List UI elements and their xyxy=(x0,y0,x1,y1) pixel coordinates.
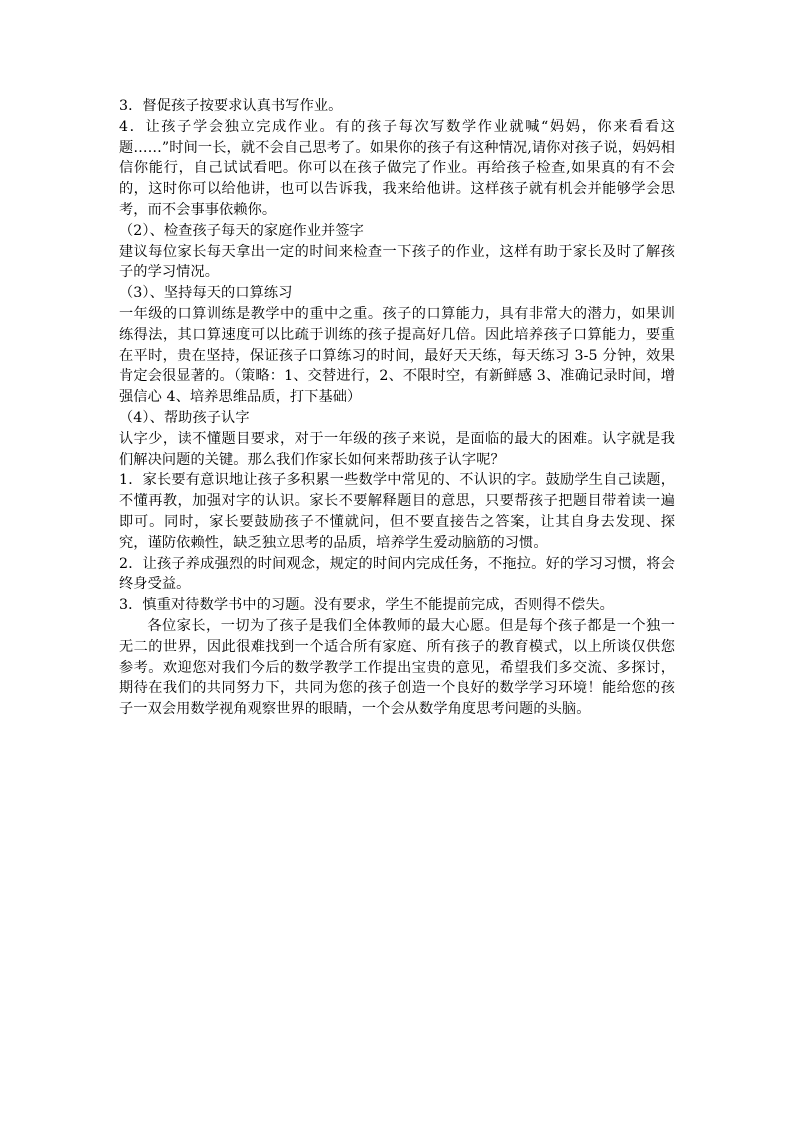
section-heading-check-homework: （2）、检查孩子每天的家庭作业并签字 xyxy=(119,222,364,239)
paragraph-item-4-independent: 4．让孩子学会独立完成作业。有的孩子每次写数学作业就喊“妈妈，你来看看这题……”时间一长，就不会自己思考了。如果你的孩子有这种情况,请你对孩子说，妈妈相信你能行，自己试试看吧。你可以在孩子做完了作业。再给孩子检查,如果真的有不会的，这时你可以给他讲，也可以告诉我，我来给他讲。这样孩子就有机会并能够学会思考，而不会事事依赖你。 xyxy=(119,118,675,218)
section-heading-mental-math: （3）、坚持每天的口算练习 xyxy=(119,285,293,302)
paragraph-check-homework: 建议每位家长每天拿出一定的时间来检查一下孩子的作业，这样有助于家长及时了解孩子的学习情况。 xyxy=(119,243,675,281)
paragraph-item-2-time: 2．让孩子养成强烈的时间观念，规定的时间内完成任务，不拖拉。好的学习习惯，将会终身受益。 xyxy=(119,555,675,593)
paragraph-item-3-supervise: 3．督促孩子按要求认真书写作业。 xyxy=(119,98,343,114)
paragraph-mental-math: 一年级的口算训练是教学中的重中之重。孩子的口算能力，具有非常大的潜力，如果训练得法，其口算速度可以比疏于训练的孩子提高好几倍。因此培养孩子口算能力，要重在平时，贵在坚持，保证孩子口算练习的时间，最好天天练，每天练习 3-5 分钟，效果肯定会很显著的。（策略：1、交替进行，2、不限时空，有新鲜感 3、准确记录时间，增强信心 4、培养思维品质，打下基础） xyxy=(119,305,675,406)
paragraph-closing: 各位家长，一切为了孩子是我们全体教师的最大心愿。但是每个孩子都是一个独一无二的世界，因此很难找到一个适合所有家庭、所有孩子的教育模式，以上所谈仅供您参考。欢迎您对我们今后的数学教学工作提出宝贵的意见，希望我们多交流、多探讨，期待在我们的共同努力下，共同为您的孩子创造一个良好的数学学习环境！能给您的孩子一双会用数学视角观察世界的眼睛，一个会从数学角度思考问题的头脑。 xyxy=(119,617,675,718)
paragraph-recognize-characters: 认字少，读不懂题目要求，对于一年级的孩子来说，是面临的最大的困难。认字就是我们解决问题的关键。那么我们作家长如何来帮助孩子认字呢？ xyxy=(119,430,675,468)
paragraph-item-1-accumulate: 1．家长要有意识地让孩子多积累一些数学中常见的、不认识的字。鼓励学生自己读题，不懂再教，加强对字的认识。家长不要解释题目的意思，只要帮孩子把题目带着读一遍即可。同时，家长要鼓励孩子不懂就问，但不要直接告之答案，让其自身去发现、探究，谨防依赖性，缺乏独立思考的品质，培养学生爱动脑筋的习惯。 xyxy=(119,472,675,551)
document-page xyxy=(119,96,675,720)
section-heading-recognize-characters: （4）、帮助孩子认字 xyxy=(119,409,250,426)
paragraph-item-3-exercises: 3．慎重对待数学书中的习题。没有要求，学生不能提前完成，否则得不偿失。 xyxy=(119,597,614,614)
